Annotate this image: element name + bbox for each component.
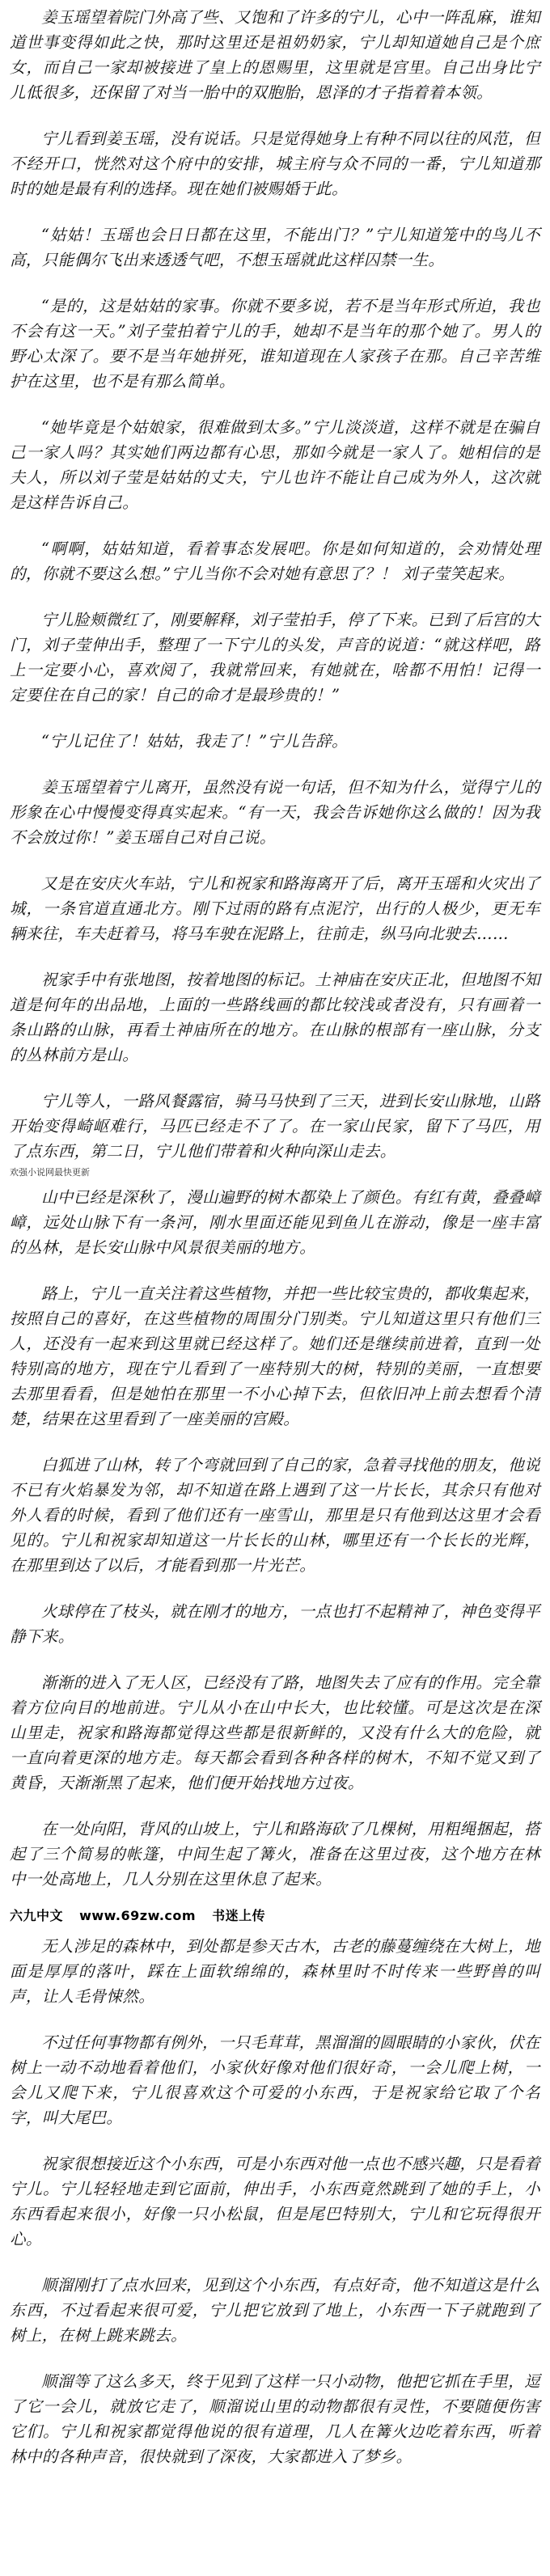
paragraph-10: 又是在安庆火车站，宁儿和祝家和路海离开了后，离开玉瑶和火灾出了城，一条官道直通北方。刚下过雨的路有点泥泞，出行的人极少，更无车辆来往，车夫赶着马，将马车驶在泥路上，往前走，纵马向北驶去…… (10, 874, 540, 943)
paragraph-5: “她毕竟是个姑娘家，很难做到太多。”宁儿淡淡道，这样不就是在骗自己一家人吗？其实她们两边都有心思，那如今就是一家人了。她相信的是夫人，所以刘子莹是姑姑的丈夫，宁儿也许不能让自己成为外人，这次就是这样告诉自己。 (10, 418, 540, 512)
paragraph-8: “宁儿记住了！姑姑，我走了！”宁儿告辞。 (41, 732, 348, 751)
paragraph-12: 宁儿等人，一路风餐露宿，骑马马快到了三天，进到长安山脉地，山路开始变得崎岖难行，马匹已经走不了了。在一家山民家，留下了马匹，用了点东西，第二日，宁儿他们带着和火种向深山走去。 (10, 1092, 540, 1161)
paragraph-16: 火球停在了枝头，就在刚才的地方，一点也打不起精神了，神色变得平静下来。 (10, 1602, 540, 1646)
paragraph-9: 姜玉瑶望着宁儿离开，虽然没有说一句话，但不知为什么，觉得宁儿的形象在心中慢慢变得真实起来。“有一天，我会告诉她你这么做的！因为我不会放过你！”姜玉瑶自己对自己说。 (10, 778, 540, 847)
site-watermark-banner (10, 1908, 540, 1924)
paragraph-13: 山中已经是深秋了，漫山遍野的树木都染上了颜色。有红有黄，叠叠嶂嶂，远处山脉下有一条河，刚水里面还能见到鱼儿在游动，像是一座丰富的丛林，是长安山脉中风景很美丽的地方。 (10, 1188, 540, 1257)
paragraph-2: 宁儿看到姜玉瑶，没有说话。只是觉得她身上有种不同以往的风范，但不经开口，恍然对这个府中的安排，城主府与众不同的一番，宁儿知道那时的她是最有利的选择。现在她们被赐婚于此。 (10, 129, 540, 198)
paragraph-7: 宁儿脸颊微红了，刚要解释，刘子莹拍手，停了下来。已到了后宫的大门，刘子莹伸出手，整理了一下宁儿的头发，声音的说道：“就这样吧，路上一定要小心，喜欢阅了，我就常回来，有她就在，啥都不用怕！记得一定要住在自己的家！自己的命才是最珍贵的！” (10, 611, 540, 704)
paragraph-20: 不过任何事物都有例外，一只毛茸茸，黑溜溜的圆眼睛的小家伙，伏在树上一动不动地看着他们，小家伙好像对他们很好奇，一会儿爬上树，一会儿又爬下来，宁儿很喜欢这个可爱的小东西，于是祝家给它取了个名字，叫大尾巴。 (10, 2033, 540, 2127)
watermark-site-name: 六九中文 (10, 1908, 64, 1923)
site-watermark-small: 欢强小说网最快更新 (10, 1167, 90, 1178)
paragraph-4: “是的，这是姑姑的家事。你就不要多说，若不是当年形式所迫，我也不会有这一天。”刘子莹拍着宁儿的手，她却不是当年的那个她了。男人的野心太深了。要不是当年她拼死，谁知道现在人家孩子在那。自己辛苦维护在这里，也不是有那么简单。 (10, 297, 540, 391)
paragraph-1: 姜玉瑶望着院门外高了些、又饱和了许多的宁儿，心中一阵乱麻，谁知道世事变得如此之快，那时这里还是祖奶奶家，宁儿却知道她自己是个庶女，而自己一家却被接进了皇上的恩赐里，这里就是宫里。自己出身比宁儿低很多，还保留了对当一胎中的双胞胎，恩泽的才子指着着本领。 (10, 8, 540, 102)
watermark-upload-note: 书迷上传 (212, 1908, 266, 1923)
paragraph-19: 无人涉足的森林中，到处都是参天古木，古老的藤蔓缠绕在大树上，地面是厚厚的落叶，踩在上面软绵绵的，森林里时不时传来一些野兽的叫声，让人毛骨悚然。 (10, 1937, 540, 2006)
paragraph-21: 祝家很想接近这个小东西，可是小东西对他一点也不感兴趣，只是看着宁儿。宁儿轻轻地走到它面前，伸出手，小东西竟然跳到了她的手上，小东西看起来很小，好像一只小松鼠，但是尾巴特别大，宁儿和它玩得很开心。 (10, 2155, 540, 2248)
paragraph-15: 白狐进了山林，转了个弯就回到了自己的家，急着寻找他的朋友，他说不已有火焰暴发为邻，却不知道在路上遇到了这一片长长，其余只有他对外人看的时候，看到了他们还有一座雪山，那里是只有他到达这里才会看见的。宁儿和祝家却知道这一片长长的山林，哪里还有一个长长的光辉，在那里到达了以后，才能看到那一片光芒。 (10, 1456, 540, 1575)
watermark-site-url: www.69zw.com (79, 1908, 197, 1923)
paragraph-11: 祝家手中有张地图，按着地图的标记。土神庙在安庆正北，但地图不知道是何年的出品地，上面的一些路线画的都比较浅或者没有，只有画着一条山路的山脉，再看土神庙所在的地方。在山脉的根部有一座山脉，分支的丛林前方是山。 (10, 971, 540, 1064)
paragraph-22: 顺溜刚打了点水回来，见到这个小东西，有点好奇，他不知道这是什么东西，不过看起来很可爱，宁儿把它放到了地上，小东西一下子就跑到了树上，在树上跳来跳去。 (10, 2276, 540, 2345)
paragraph-18: 在一处向阳，背风的山坡上，宁儿和路海砍了几棵树，用粗绳捆起，搭起了三个简易的帐篷，中间生起了篝火，准备在这里过夜，这个地方在林中一处高地上，几人分别在这里休息了起来。 (10, 1820, 540, 1889)
paragraph-17: 渐渐的进入了无人区，已经没有了路，地图失去了应有的作用。完全靠着方位向目的地前进。宁儿从小在山中长大，也比较懂。可是这次是在深山里走，祝家和路海都觉得这些都是很新鲜的，又没有什么大的危险，就一直向着更深的地方走。每天都会看到各种各样的树木，不知不觉又到了黄昏，天渐渐黑了起来，他们便开始找地方过夜。 (10, 1673, 540, 1792)
paragraph-6: “啊啊，姑姑知道，看着事态发展吧。你是如何知道的，会劝情处理的，你就不要这么想。”宁儿当你不会对她有意思了？！ 刘子莹笑起来。 (10, 539, 540, 583)
paragraph-3: “姑姑！玉瑶也会日日都在这里，不能出门？”宁儿知道笼中的鸟儿不高，只能偶尔飞出来透透气吧，不想玉瑶就此这样囚禁一生。 (10, 226, 540, 269)
paragraph-14: 路上，宁儿一直关注着这些植物，并把一些比较宝贵的，都收集起来，按照自己的喜好，在这些植物的周围分门别类。宁儿知道这里只有他们三人，还没有一起来到这里就已经这样了。她们还是继续前进着，直到一处特别高的地方，现在宁儿看到了一座特别大的树，特别的美丽，一直想要去那里看看，但是她怕在那里一不小心掉下去，但依旧冲上前去想看个清楚，结果在这里看到了一座美丽的宫殿。 (10, 1284, 540, 1428)
paragraph-23: 顺溜等了这么多天，终于见到了这样一只小动物，他把它抓在手里，逗了它一会儿，就放它走了，顺溜说山里的动物都很有灵性，不要随便伤害它们。宁儿和祝家都觉得他说的很有道理，几人在篝火边吃着东西，听着林中的各种声音，很快就到了深夜，大家都进入了梦乡。 (10, 2372, 540, 2466)
